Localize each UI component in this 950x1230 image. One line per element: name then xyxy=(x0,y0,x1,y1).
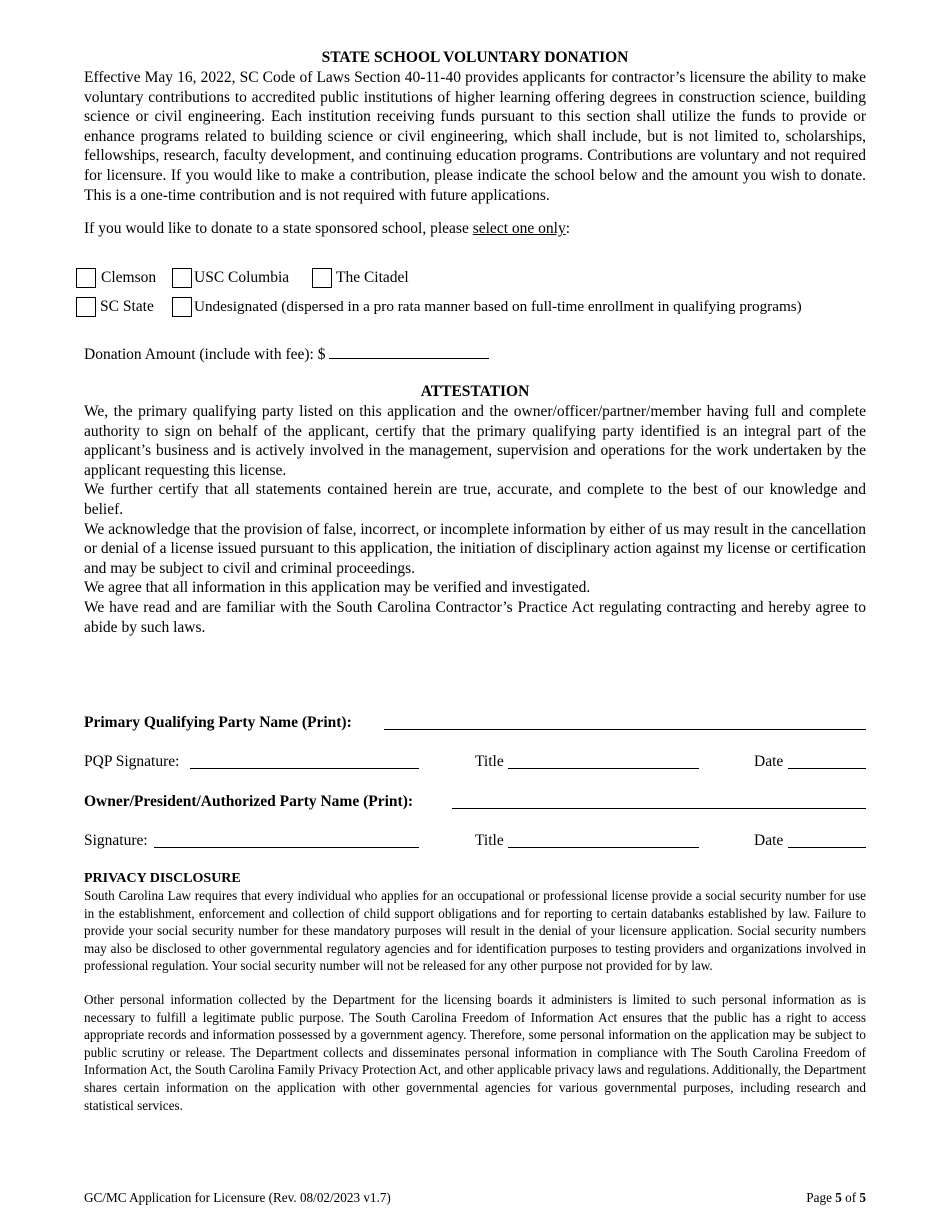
option-undesignated[interactable]: Undesignated (dispersed in a pro rata manner based on full-time enrollment in qualifying programs) xyxy=(172,295,802,319)
option-sc-state[interactable]: SC State xyxy=(76,295,154,319)
donation-amount-row xyxy=(84,343,489,364)
owner-signature-label: Signature: xyxy=(84,832,148,849)
owner-name-row xyxy=(84,793,866,811)
privacy-section xyxy=(84,871,866,1114)
donation-section xyxy=(84,48,866,239)
donation-body: Effective May 16, 2022, SC Code of Laws Section 40-11-40 provides applicants for contractor’s licensure the ability to make voluntary contributions to accredited public institutions of higher learning offering degrees in construction science, building science or civil engineering. Each institution receiving funds pursuant to this section shall utilize the funds to provide or enhance programs related to building science or civil engineering, which shall include, but is not limited to, scholarships, fellowships, research, faculty development, and continuing education programs. Contributions are voluntary and not required for licensure. If you would like to make a contribution, please indicate the school below and the amount you wish to donate. This is a one-time contribution and is not required with future applications. xyxy=(84,69,866,204)
owner-signature-row xyxy=(84,832,866,850)
pqp-date-label: Date xyxy=(754,753,784,770)
option-usc-columbia[interactable]: USC Columbia xyxy=(172,266,289,290)
option-the-citadel[interactable]: The Citadel xyxy=(312,266,409,290)
pqp-signature-field[interactable] xyxy=(190,753,419,769)
owner-date-label: Date xyxy=(754,832,784,849)
school-options-row-1 xyxy=(76,266,876,294)
donation-title: STATE SCHOOL VOLUNTARY DONATION xyxy=(321,49,629,66)
privacy-paragraph: South Carolina Law requires that every individual who applies for an occupational or professional license provide a social security number for use in the establishment, enforcement and collection of child support obligations and for reporting to certain databanks established by law. Failure to provide your social security number for these mandatory purposes will result in the denial of your licensure application. Social security numbers may also be disclosed to other governmental regulatory agencies and for identification purposes to testing providers and organizations involved in professional regulation. Your social security number will not be released for any other purpose not provided for by law. xyxy=(84,888,866,974)
pqp-title-field[interactable] xyxy=(508,753,699,769)
select-one-emphasis: select one only xyxy=(472,220,566,238)
attestation-paragraph: We acknowledge that the provision of false, incorrect, or incomplete information by either of us may result in the cancellation or denial of a license issued pursuant to this application, the initiation of disciplinary action against my license or certification and may be subject to civil and criminal proceedings. xyxy=(84,520,866,577)
owner-title-field[interactable] xyxy=(508,832,699,848)
privacy-paragraph: Other personal information collected by the Department for the licensing boards it administers is limited to such personal information as is necessary to fulfill a legitimate public purpose. The South Carolina Freedom of Information Act ensures that the public has a right to access appropriate records and information possessed by a government agency. Therefore, some personal information on the application may be subject to public scrutiny or release. The Department collects and disseminates personal information in compliance with The South Carolina Freedom of Information Act, the South Carolina Family Privacy Protection Act, and other applicable privacy laws and regulations. Additionally, the Department shares certain information on the application with other governmental agencies for various governmental purposes, including research and statistical services. xyxy=(84,991,866,1113)
attestation-section xyxy=(84,382,866,637)
attestation-paragraph: We further certify that all statements contained herein are true, accurate, and complete to the best of our knowledge and belief. xyxy=(84,481,866,518)
attestation-title: ATTESTATION xyxy=(420,383,530,400)
donation-amount-field[interactable] xyxy=(329,343,489,359)
page-number: Page 5 of 5 xyxy=(806,1190,866,1205)
form-revision: GC/MC Application for Licensure (Rev. 08/02/2023 v1.7) xyxy=(84,1190,391,1205)
pqp-date-field[interactable] xyxy=(788,753,866,769)
attestation-paragraph: We have read and are familiar with the South Carolina Contractor’s Practice Act regulating contracting and hereby agree to abide by such laws. xyxy=(84,598,866,636)
pqp-title-label: Title xyxy=(475,753,504,770)
usc-columbia-checkbox[interactable] xyxy=(172,268,192,288)
pqp-signature-row xyxy=(84,753,866,771)
donation-prompt: If you would like to donate to a state sponsored school, please select one only: xyxy=(84,220,571,238)
owner-title-label: Title xyxy=(475,832,504,849)
undesignated-checkbox[interactable] xyxy=(172,297,192,317)
privacy-title: PRIVACY DISCLOSURE xyxy=(84,871,241,886)
owner-date-field[interactable] xyxy=(788,832,866,848)
attestation-paragraph: We agree that all information in this application may be verified and investigated. xyxy=(84,579,591,597)
option-clemson[interactable]: Clemson xyxy=(76,266,156,290)
owner-name-label: Owner/President/Authorized Party Name (Print): xyxy=(84,793,414,810)
sc-state-checkbox[interactable] xyxy=(76,297,96,317)
clemson-checkbox[interactable] xyxy=(76,268,96,288)
school-options-row-2 xyxy=(76,295,876,323)
donation-amount-label: Donation Amount (include with fee): $ xyxy=(84,346,326,363)
pqp-name-field[interactable] xyxy=(384,714,866,730)
citadel-checkbox[interactable] xyxy=(312,268,332,288)
pqp-name-label: Primary Qualifying Party Name (Print): xyxy=(84,714,352,731)
owner-signature-field[interactable] xyxy=(154,832,419,848)
attestation-paragraph: We, the primary qualifying party listed on this application and the owner/officer/partner/member having full and complete authority to sign on behalf of the applicant, certify that the primary qualifying party identified is an integral part of the applicant’s business and is actively involved in the management, supervision and operations for the work undertaken by the applicant requesting this license. xyxy=(84,403,866,479)
pqp-signature-label: PQP Signature: xyxy=(84,753,180,770)
owner-name-field[interactable] xyxy=(452,793,866,809)
pqp-name-row xyxy=(84,714,866,732)
